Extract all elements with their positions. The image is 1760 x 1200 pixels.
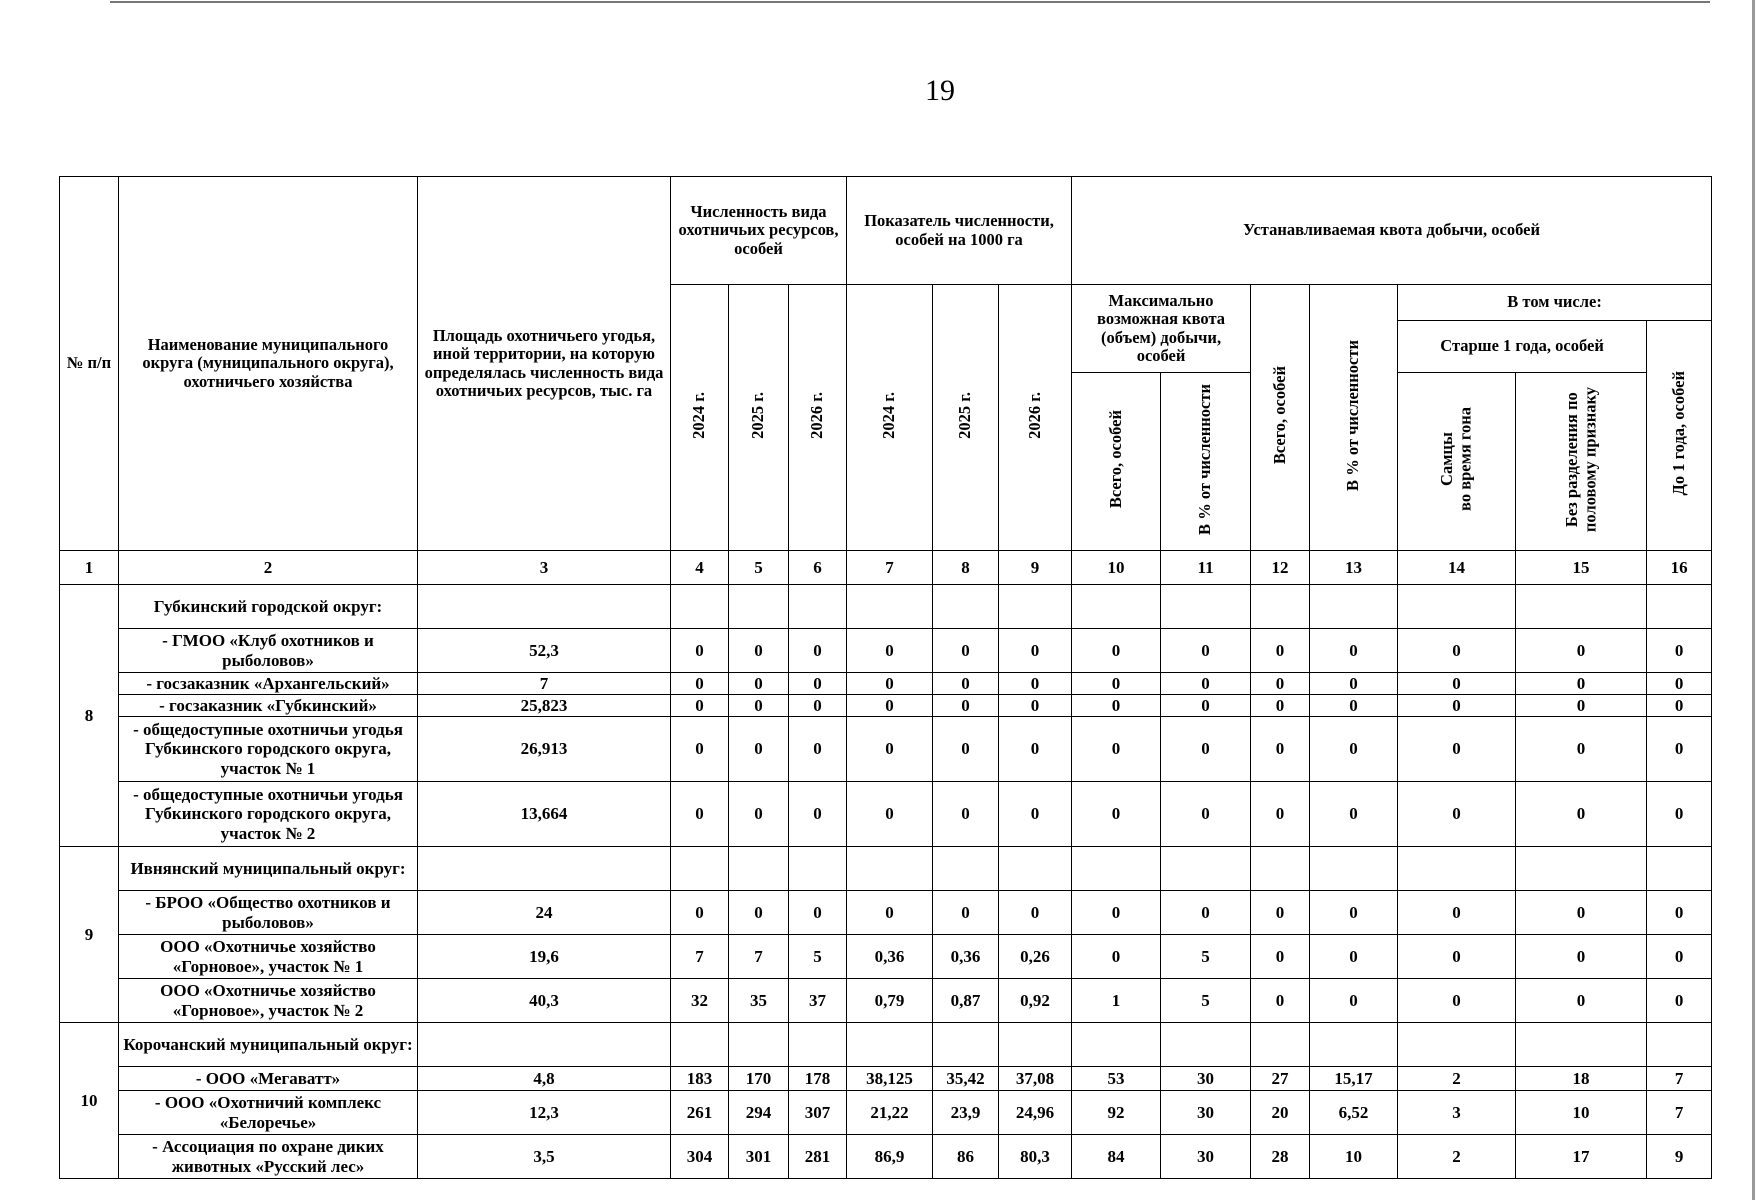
data-cell: 0 xyxy=(1398,891,1516,935)
data-cell: 0 xyxy=(999,629,1072,673)
data-cell: 294 xyxy=(729,1091,789,1135)
entity-name: - госзаказник «Губкинский» xyxy=(119,695,418,717)
table-row xyxy=(60,1135,1712,1179)
data-cell: 0 xyxy=(1398,935,1516,979)
header-area: Площадь охотничьего угодья, иной территории, на которую определялась численность вида охотничьих ресурсов, тыс. га xyxy=(418,177,671,551)
area-value: 25,823 xyxy=(418,695,671,717)
data-cell: 7 xyxy=(729,935,789,979)
data-cell: 28 xyxy=(1251,1135,1310,1179)
data-cell: 0 xyxy=(1310,935,1398,979)
header-no-sex: Без разделения по половому признаку xyxy=(1516,373,1647,551)
data-cell: 0 xyxy=(1516,979,1647,1023)
header-total: Всего, особей xyxy=(1251,285,1310,551)
data-cell: 0 xyxy=(847,717,933,782)
data-cell: 0 xyxy=(1310,979,1398,1023)
table-row xyxy=(60,673,1712,695)
data-cell: 24,96 xyxy=(999,1091,1072,1135)
header-males: Самцы во время гона xyxy=(1398,373,1516,551)
data-cell: 23,9 xyxy=(933,1091,999,1135)
data-cell: 0 xyxy=(789,695,847,717)
data-cell: 10 xyxy=(1310,1135,1398,1179)
data-cell: 7 xyxy=(671,935,729,979)
empty-cell xyxy=(729,847,789,891)
header-no: № п/п xyxy=(60,177,119,551)
data-cell: 301 xyxy=(729,1135,789,1179)
empty-cell xyxy=(789,585,847,629)
area-value: 12,3 xyxy=(418,1091,671,1135)
header-pop-2024: 2024 г. xyxy=(671,285,729,551)
data-cell: 0 xyxy=(999,673,1072,695)
data-cell: 32 xyxy=(671,979,729,1023)
data-cell: 0 xyxy=(1161,695,1251,717)
table-row xyxy=(60,717,1712,782)
data-cell: 18 xyxy=(1516,1067,1647,1091)
group-number: 9 xyxy=(60,847,119,1023)
data-cell: 261 xyxy=(671,1091,729,1135)
data-cell: 30 xyxy=(1161,1091,1251,1135)
entity-name: - ООО «Мегаватт» xyxy=(119,1067,418,1091)
data-cell: 0 xyxy=(1398,782,1516,847)
data-cell: 304 xyxy=(671,1135,729,1179)
data-cell: 5 xyxy=(1161,979,1251,1023)
data-cell: 0 xyxy=(1251,782,1310,847)
data-cell: 0 xyxy=(729,891,789,935)
column-number: 16 xyxy=(1647,551,1712,585)
data-cell: 0 xyxy=(729,782,789,847)
data-cell: 0 xyxy=(999,782,1072,847)
data-cell: 0 xyxy=(1398,695,1516,717)
data-cell: 17 xyxy=(1516,1135,1647,1179)
header-max-pct: В % от численности xyxy=(1161,373,1251,551)
column-number: 3 xyxy=(418,551,671,585)
data-cell: 0 xyxy=(1161,891,1251,935)
data-cell: 0 xyxy=(1161,673,1251,695)
data-cell: 0 xyxy=(1072,717,1161,782)
data-cell: 0 xyxy=(789,717,847,782)
data-cell: 0 xyxy=(1310,891,1398,935)
data-cell: 0,79 xyxy=(847,979,933,1023)
area-value: 40,3 xyxy=(418,979,671,1023)
data-cell: 0 xyxy=(847,891,933,935)
area-value: 52,3 xyxy=(418,629,671,673)
data-cell: 0 xyxy=(671,629,729,673)
data-cell: 0 xyxy=(1516,695,1647,717)
header-including: В том числе: xyxy=(1398,285,1712,321)
data-cell: 170 xyxy=(729,1067,789,1091)
data-cell: 0 xyxy=(1516,629,1647,673)
data-cell: 0 xyxy=(789,673,847,695)
data-cell: 0 xyxy=(1398,629,1516,673)
quota-table xyxy=(59,176,1712,1179)
data-cell: 53 xyxy=(1072,1067,1161,1091)
column-number: 9 xyxy=(999,551,1072,585)
empty-cell xyxy=(1398,1023,1516,1067)
data-cell: 0 xyxy=(1398,979,1516,1023)
data-cell: 0 xyxy=(729,629,789,673)
header-population-group: Численность вида охотничьих ресурсов, особей xyxy=(671,177,847,285)
column-number: 5 xyxy=(729,551,789,585)
data-cell: 0 xyxy=(933,782,999,847)
group-title: Корочанский муниципальный округ: xyxy=(119,1023,418,1067)
data-cell: 10 xyxy=(1516,1091,1647,1135)
column-number: 13 xyxy=(1310,551,1398,585)
data-cell: 38,125 xyxy=(847,1067,933,1091)
column-number: 4 xyxy=(671,551,729,585)
data-cell: 0 xyxy=(933,891,999,935)
data-cell: 0 xyxy=(1072,695,1161,717)
empty-cell xyxy=(847,1023,933,1067)
data-cell: 15,17 xyxy=(1310,1067,1398,1091)
data-cell: 30 xyxy=(1161,1135,1251,1179)
empty-cell xyxy=(1161,585,1251,629)
data-cell: 0 xyxy=(1072,782,1161,847)
data-cell: 0 xyxy=(1072,673,1161,695)
empty-cell xyxy=(933,585,999,629)
empty-cell xyxy=(1398,585,1516,629)
entity-name: - БРОО «Общество охотников и рыболовов» xyxy=(119,891,418,935)
group-title-row xyxy=(60,847,1712,891)
header-name: Наименование муниципального округа (муниципального округа), охотничьего хозяйства xyxy=(119,177,418,551)
data-cell: 0,92 xyxy=(999,979,1072,1023)
header-dens-2025: 2025 г. xyxy=(933,285,999,551)
empty-cell xyxy=(671,1023,729,1067)
data-cell: 0 xyxy=(1647,935,1712,979)
header-pop-2026: 2026 г. xyxy=(789,285,847,551)
empty-cell xyxy=(418,585,671,629)
empty-cell xyxy=(1516,847,1647,891)
entity-name: - ГМОО «Клуб охотников и рыболовов» xyxy=(119,629,418,673)
empty-cell xyxy=(1516,585,1647,629)
column-numbers-row xyxy=(60,551,1712,585)
entity-name: - общедоступные охотничьи угодья Губкинского городского округа, участок № 2 xyxy=(119,782,418,847)
data-cell: 0 xyxy=(1251,629,1310,673)
empty-cell xyxy=(418,847,671,891)
area-value: 24 xyxy=(418,891,671,935)
data-cell: 0 xyxy=(847,782,933,847)
data-cell: 0 xyxy=(1398,673,1516,695)
header-quota-group: Устанавливаемая квота добычи, особей xyxy=(1072,177,1712,285)
column-number: 15 xyxy=(1516,551,1647,585)
header-older-group: Старше 1 года, особей xyxy=(1398,321,1647,373)
data-cell: 0 xyxy=(789,891,847,935)
data-cell: 35 xyxy=(729,979,789,1023)
header-pct: В % от численности xyxy=(1310,285,1398,551)
group-number: 10 xyxy=(60,1023,119,1179)
data-cell: 86,9 xyxy=(847,1135,933,1179)
data-cell: 0 xyxy=(1161,717,1251,782)
data-cell: 37,08 xyxy=(999,1067,1072,1091)
data-cell: 0 xyxy=(847,629,933,673)
area-value: 19,6 xyxy=(418,935,671,979)
empty-cell xyxy=(1398,847,1516,891)
empty-cell xyxy=(1072,847,1161,891)
table-row xyxy=(60,695,1712,717)
header-young: До 1 года, особей xyxy=(1647,321,1712,551)
empty-cell xyxy=(1251,1023,1310,1067)
header-max-quota-group: Максимально возможная квота (объем) добычи, особей xyxy=(1072,285,1251,373)
data-cell: 0,36 xyxy=(847,935,933,979)
empty-cell xyxy=(933,847,999,891)
area-value: 7 xyxy=(418,673,671,695)
data-cell: 0 xyxy=(847,695,933,717)
area-value: 26,913 xyxy=(418,717,671,782)
data-cell: 27 xyxy=(1251,1067,1310,1091)
table-row xyxy=(60,629,1712,673)
data-cell: 0 xyxy=(1161,782,1251,847)
data-cell: 0,26 xyxy=(999,935,1072,979)
empty-cell xyxy=(1647,585,1712,629)
data-cell: 0 xyxy=(789,782,847,847)
data-cell: 178 xyxy=(789,1067,847,1091)
empty-cell xyxy=(1310,847,1398,891)
data-cell: 0 xyxy=(999,891,1072,935)
data-cell: 0,36 xyxy=(933,935,999,979)
empty-cell xyxy=(1072,585,1161,629)
empty-cell xyxy=(1310,585,1398,629)
header-dens-2024: 2024 г. xyxy=(847,285,933,551)
empty-cell xyxy=(999,585,1072,629)
data-cell: 0 xyxy=(1647,979,1712,1023)
area-value: 4,8 xyxy=(418,1067,671,1091)
data-cell: 0 xyxy=(1516,717,1647,782)
data-cell: 3 xyxy=(1398,1091,1516,1135)
data-cell: 0 xyxy=(933,629,999,673)
data-cell: 2 xyxy=(1398,1067,1516,1091)
empty-cell xyxy=(671,847,729,891)
data-cell: 0 xyxy=(999,717,1072,782)
data-cell: 0 xyxy=(1251,717,1310,782)
table-row xyxy=(60,782,1712,847)
empty-cell xyxy=(1647,1023,1712,1067)
table-row xyxy=(60,1091,1712,1135)
data-cell: 5 xyxy=(1161,935,1251,979)
data-cell: 0 xyxy=(729,717,789,782)
data-cell: 0 xyxy=(1310,673,1398,695)
data-cell: 2 xyxy=(1398,1135,1516,1179)
data-cell: 0 xyxy=(1647,717,1712,782)
data-cell: 0 xyxy=(1161,629,1251,673)
data-cell: 0 xyxy=(1398,717,1516,782)
entity-name: - ООО «Охотничий комплекс «Белоречье» xyxy=(119,1091,418,1135)
data-cell: 0 xyxy=(1310,717,1398,782)
data-cell: 35,42 xyxy=(933,1067,999,1091)
group-title-row xyxy=(60,585,1712,629)
data-cell: 0 xyxy=(1647,891,1712,935)
data-cell: 92 xyxy=(1072,1091,1161,1135)
data-cell: 0 xyxy=(1251,935,1310,979)
data-cell: 0 xyxy=(933,717,999,782)
entity-name: - Ассоциация по охране диких животных «Русский лес» xyxy=(119,1135,418,1179)
data-cell: 0 xyxy=(671,891,729,935)
data-cell: 0 xyxy=(789,629,847,673)
data-cell: 9 xyxy=(1647,1135,1712,1179)
empty-cell xyxy=(789,847,847,891)
data-cell: 0,87 xyxy=(933,979,999,1023)
table-row xyxy=(60,1067,1712,1091)
page-number: 19 xyxy=(925,74,955,107)
data-cell: 0 xyxy=(847,673,933,695)
empty-cell xyxy=(671,585,729,629)
data-cell: 0 xyxy=(1647,782,1712,847)
data-cell: 0 xyxy=(1647,629,1712,673)
data-cell: 0 xyxy=(1310,782,1398,847)
area-value: 13,664 xyxy=(418,782,671,847)
entity-name: - общедоступные охотничьи угодья Губкинского городского округа, участок № 1 xyxy=(119,717,418,782)
data-cell: 0 xyxy=(671,782,729,847)
column-number: 2 xyxy=(119,551,418,585)
empty-cell xyxy=(1161,847,1251,891)
data-cell: 0 xyxy=(1072,891,1161,935)
data-cell: 20 xyxy=(1251,1091,1310,1135)
empty-cell xyxy=(847,847,933,891)
empty-cell xyxy=(729,585,789,629)
column-number: 7 xyxy=(847,551,933,585)
data-cell: 0 xyxy=(1251,979,1310,1023)
empty-cell xyxy=(1072,1023,1161,1067)
data-cell: 0 xyxy=(1251,673,1310,695)
empty-cell xyxy=(1516,1023,1647,1067)
data-cell: 0 xyxy=(671,695,729,717)
empty-cell xyxy=(1251,585,1310,629)
data-cell: 0 xyxy=(671,673,729,695)
data-cell: 21,22 xyxy=(847,1091,933,1135)
right-border-line xyxy=(1752,0,1755,1200)
empty-cell xyxy=(1310,1023,1398,1067)
data-cell: 84 xyxy=(1072,1135,1161,1179)
data-cell: 0 xyxy=(999,695,1072,717)
data-cell: 0 xyxy=(729,673,789,695)
data-cell: 0 xyxy=(1310,629,1398,673)
table-row xyxy=(60,891,1712,935)
data-cell: 0 xyxy=(1647,695,1712,717)
data-cell: 183 xyxy=(671,1067,729,1091)
empty-cell xyxy=(1647,847,1712,891)
empty-cell xyxy=(999,1023,1072,1067)
empty-cell xyxy=(933,1023,999,1067)
entity-name: ООО «Охотничье хозяйство «Горновое», участок № 1 xyxy=(119,935,418,979)
data-cell: 0 xyxy=(1072,935,1161,979)
column-number: 12 xyxy=(1251,551,1310,585)
top-border-line xyxy=(110,1,1710,3)
column-number: 14 xyxy=(1398,551,1516,585)
data-cell: 0 xyxy=(1251,695,1310,717)
data-cell: 80,3 xyxy=(999,1135,1072,1179)
data-cell: 0 xyxy=(1516,673,1647,695)
data-cell: 0 xyxy=(1516,935,1647,979)
group-title-row xyxy=(60,1023,1712,1067)
column-number: 10 xyxy=(1072,551,1161,585)
data-cell: 0 xyxy=(933,673,999,695)
data-cell: 86 xyxy=(933,1135,999,1179)
data-cell: 281 xyxy=(789,1135,847,1179)
empty-cell xyxy=(1161,1023,1251,1067)
data-cell: 0 xyxy=(1516,891,1647,935)
data-cell: 30 xyxy=(1161,1067,1251,1091)
data-cell: 1 xyxy=(1072,979,1161,1023)
data-cell: 0 xyxy=(1647,673,1712,695)
data-cell: 307 xyxy=(789,1091,847,1135)
empty-cell xyxy=(729,1023,789,1067)
empty-cell xyxy=(789,1023,847,1067)
data-cell: 0 xyxy=(729,695,789,717)
group-title: Губкинский городской округ: xyxy=(119,585,418,629)
data-cell: 0 xyxy=(1310,695,1398,717)
column-number: 6 xyxy=(789,551,847,585)
data-cell: 7 xyxy=(1647,1067,1712,1091)
table-row xyxy=(60,935,1712,979)
group-number: 8 xyxy=(60,585,119,847)
header-dens-2026: 2026 г. xyxy=(999,285,1072,551)
data-cell: 6,52 xyxy=(1310,1091,1398,1135)
empty-cell xyxy=(847,585,933,629)
header-max-total: Всего, особей xyxy=(1072,373,1161,551)
header-density-group: Показатель численности, особей на 1000 га xyxy=(847,177,1072,285)
column-number: 8 xyxy=(933,551,999,585)
empty-cell xyxy=(1251,847,1310,891)
empty-cell xyxy=(418,1023,671,1067)
empty-cell xyxy=(999,847,1072,891)
column-number: 11 xyxy=(1161,551,1251,585)
data-cell: 7 xyxy=(1647,1091,1712,1135)
column-number: 1 xyxy=(60,551,119,585)
entity-name: - госзаказник «Архангельский» xyxy=(119,673,418,695)
data-cell: 0 xyxy=(1516,782,1647,847)
area-value: 3,5 xyxy=(418,1135,671,1179)
entity-name: ООО «Охотничье хозяйство «Горновое», участок № 2 xyxy=(119,979,418,1023)
data-cell: 0 xyxy=(933,695,999,717)
data-cell: 5 xyxy=(789,935,847,979)
data-cell: 37 xyxy=(789,979,847,1023)
data-cell: 0 xyxy=(1251,891,1310,935)
table-row xyxy=(60,979,1712,1023)
data-cell: 0 xyxy=(1072,629,1161,673)
header-pop-2025: 2025 г. xyxy=(729,285,789,551)
data-cell: 0 xyxy=(671,717,729,782)
group-title: Ивнянский муниципальный округ: xyxy=(119,847,418,891)
